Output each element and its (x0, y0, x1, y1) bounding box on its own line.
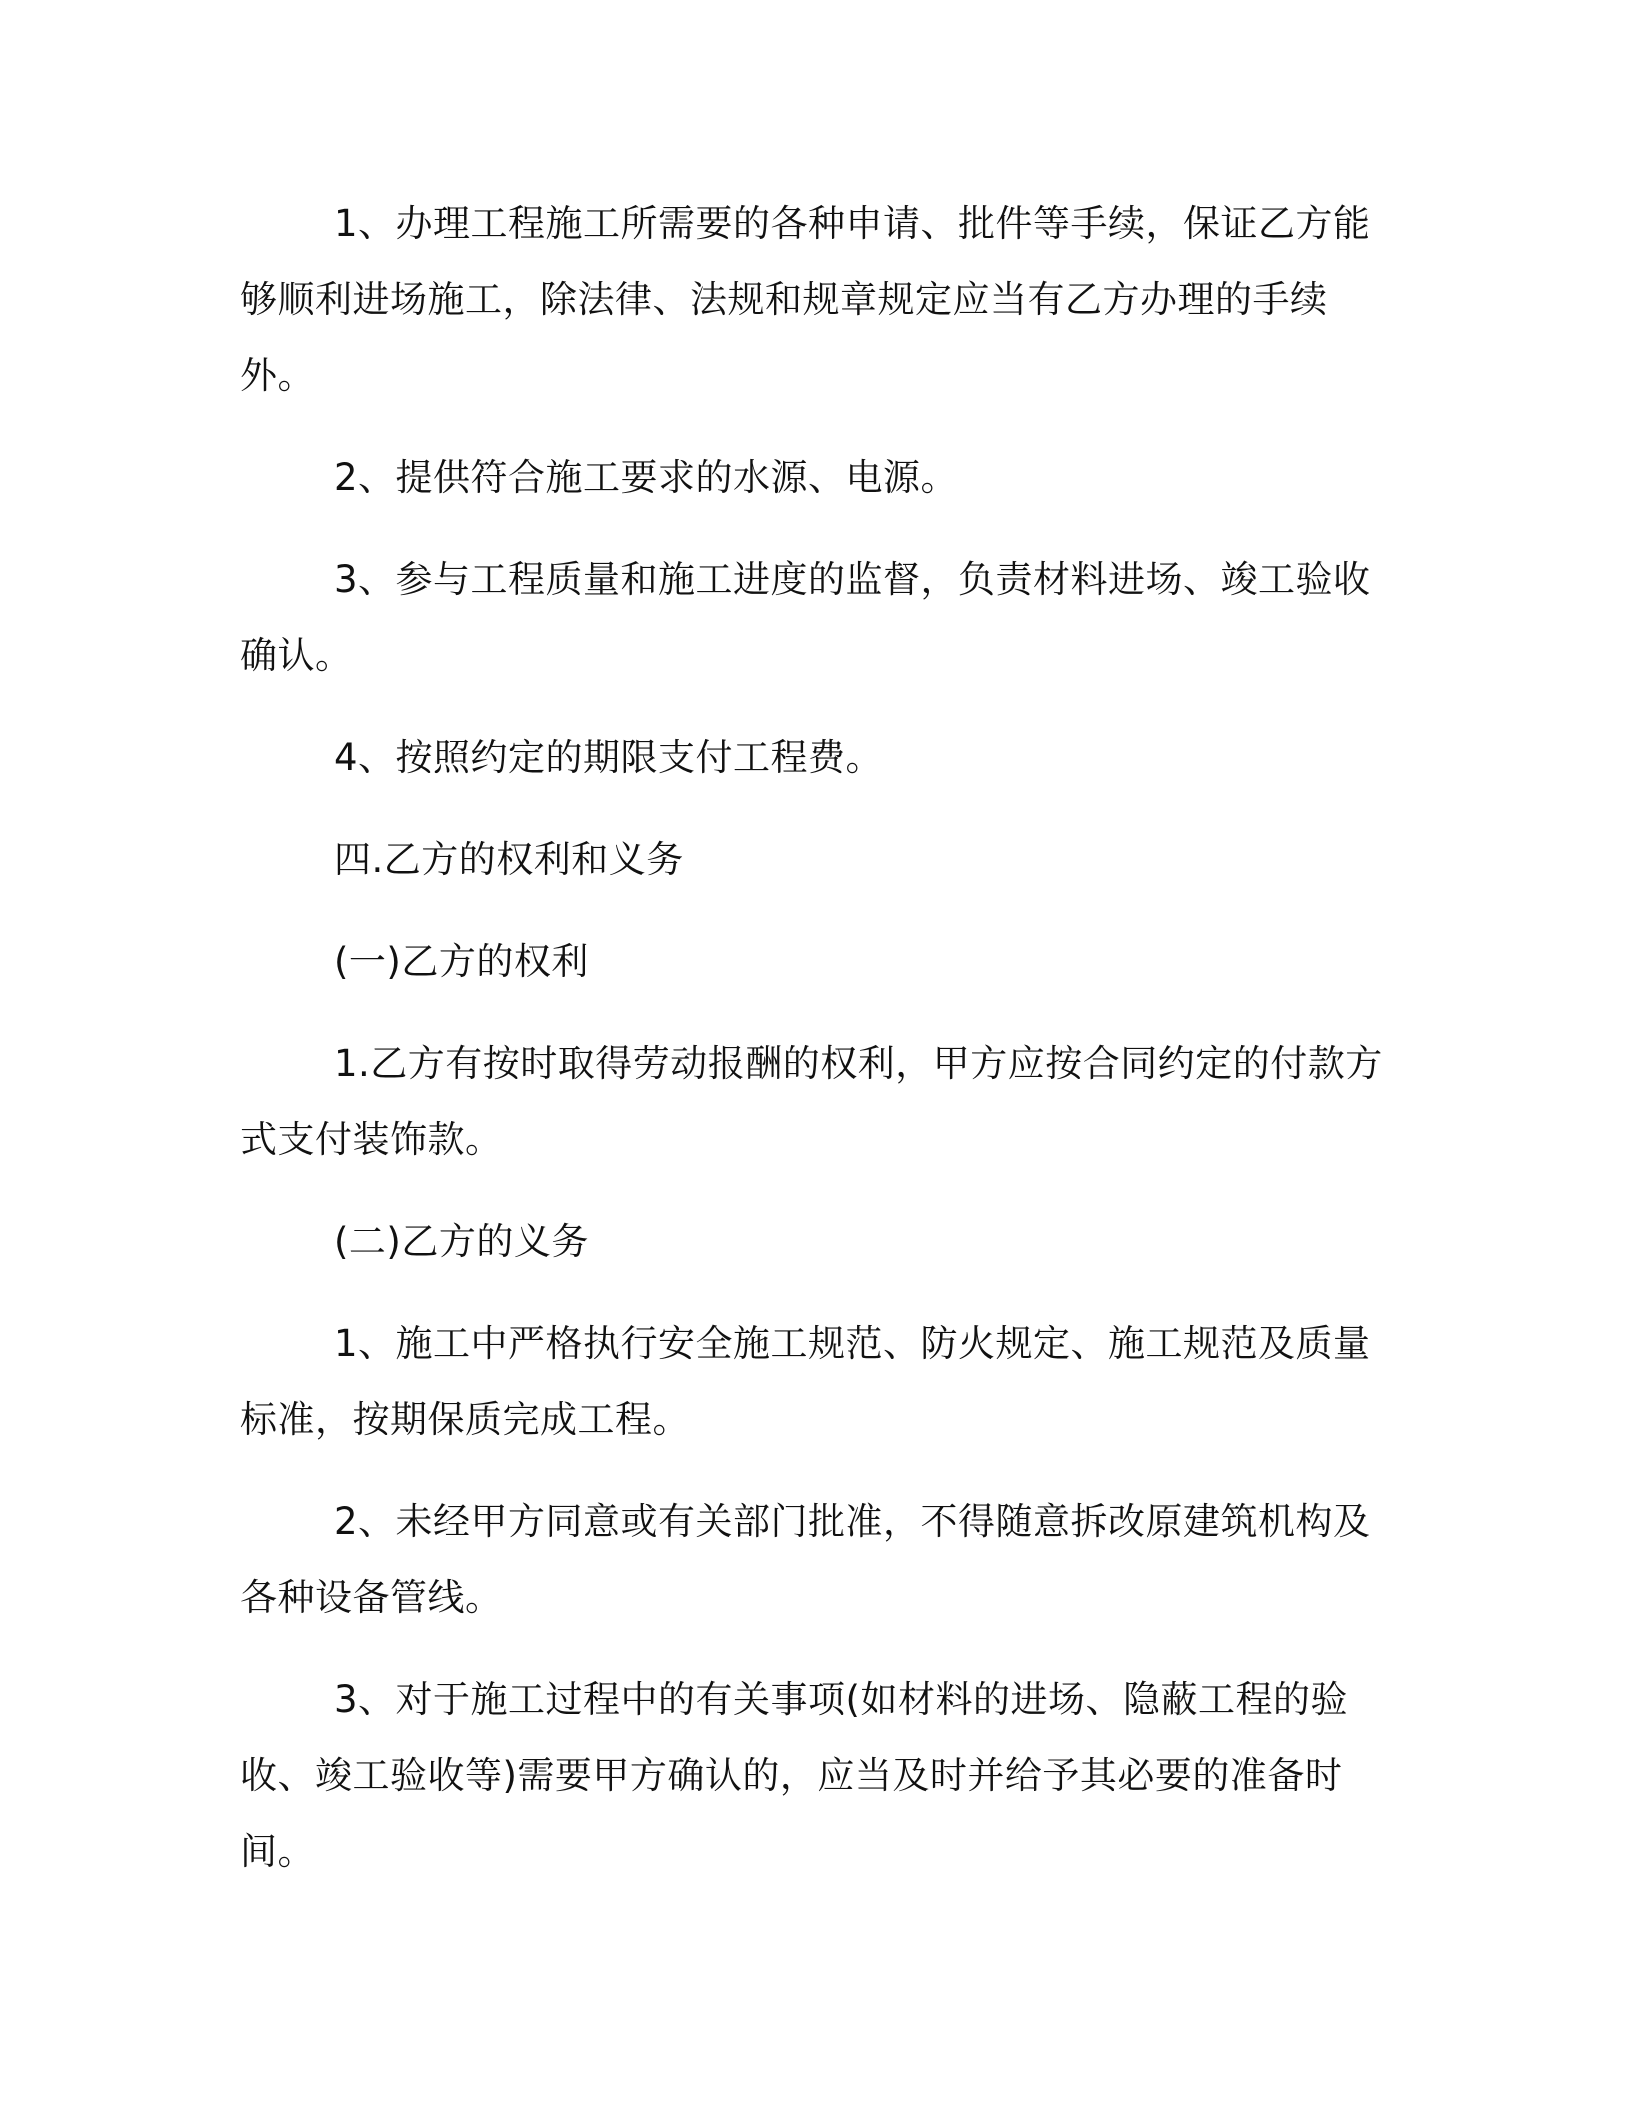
document-body (240, 186, 1402, 1916)
paragraph-party-b-duty-1: 1、施工中严格执行安全施工规范、防火规定、施工规范及质量标准，按期保质完成工程。 (240, 1322, 1371, 1441)
paragraph-party-b-right-1: 1.乙方有按时取得劳动报酬的权利，甲方应按合同约定的付款方式支付装饰款。 (240, 1042, 1383, 1161)
paragraph-party-a-duty-3: 3、参与工程质量和施工进度的监督，负责材料进场、竣工验收确认。 (240, 558, 1371, 677)
paragraph-party-a-duty-4: 4、按照约定的期限支付工程费。 (334, 736, 884, 779)
paragraph-party-a-duty-2: 2、提供符合施工要求的水源、电源。 (334, 456, 959, 499)
paragraph-party-b-duty-2: 2、未经甲方同意或有关部门批准，不得随意拆改原建筑机构及各种设备管线。 (240, 1500, 1371, 1619)
section-heading-party-b: 四.乙方的权利和义务 (334, 838, 684, 881)
paragraph-party-b-duty-3: 3、对于施工过程中的有关事项(如材料的进场、隐蔽工程的验收、竣工验收等)需要甲方确认的，应当及时并给予其必要的准备时间。 (240, 1678, 1348, 1873)
subheading-party-b-duties: (二)乙方的义务 (334, 1220, 589, 1263)
paragraph-party-a-duty-1: 1、办理工程施工所需要的各种申请、批件等手续，保证乙方能够顺利进场施工，除法律、法规和规章规定应当有乙方办理的手续外。 (240, 202, 1371, 397)
subheading-party-b-rights: (一)乙方的权利 (334, 940, 589, 983)
